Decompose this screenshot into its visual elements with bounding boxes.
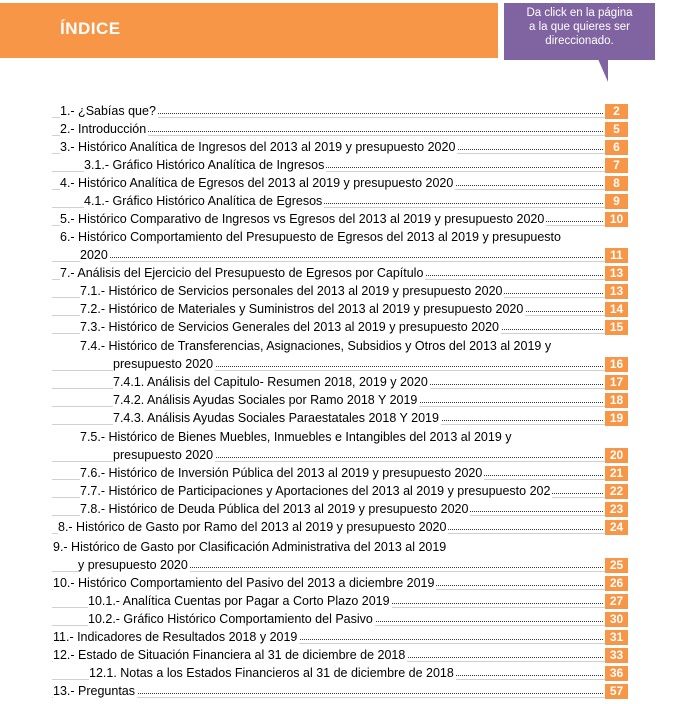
- toc-entry[interactable]: [0, 301, 685, 318]
- page-number-badge[interactable]: 20: [605, 448, 628, 463]
- toc-entry: [0, 229, 685, 246]
- page-number-badge[interactable]: 17: [605, 375, 628, 390]
- page-number-badge[interactable]: 16: [605, 357, 628, 372]
- toc-entry-title: 7.4.2. Análisis Ayudas Sociales por Ramo 2018 Y 2019: [113, 393, 418, 407]
- page-number-badge[interactable]: 25: [605, 558, 628, 573]
- toc-entry[interactable]: [0, 629, 685, 646]
- toc-entry-title: 1.- ¿Sabías que?: [60, 104, 156, 118]
- page-number-badge[interactable]: 26: [605, 576, 628, 591]
- page-number-badge[interactable]: 33: [605, 648, 628, 663]
- toc-entry-title: 5.- Histórico Comparativo de Ingresos vs Egresos del 2013 al 2019 y presupuesto 2020: [60, 212, 545, 226]
- page-number-badge[interactable]: 11: [605, 248, 628, 263]
- toc-entry-title: 7.7.- Histórico de Participaciones y Aportaciones del 2013 al 2019 y presupuesto 202: [80, 484, 551, 498]
- toc-entry[interactable]: [0, 647, 685, 664]
- toc-entry-title: 4.1.- Gráfico Histórico Analítica de Egresos: [84, 194, 323, 208]
- toc-entry[interactable]: [0, 593, 685, 610]
- page-number-badge[interactable]: 57: [605, 684, 628, 699]
- toc-entry[interactable]: [0, 410, 685, 427]
- toc-entry[interactable]: [0, 265, 685, 282]
- toc-entry[interactable]: [0, 683, 685, 700]
- toc-entry-title: 6.- Histórico Comportamiento del Presupuesto de Egresos del 2013 al 2019 y presupuesto: [60, 230, 561, 244]
- page-title: ÍNDICE: [60, 19, 121, 38]
- toc-entry-title: 8.- Histórico de Gasto por Ramo del 2013 al 2019 y presupuesto 2020: [58, 520, 447, 534]
- toc-entry-title: 9.- Histórico de Gasto por Clasificación Administrativa del 2013 al 2019: [53, 540, 447, 554]
- callout-line-2: a la que quieres ser: [528, 21, 630, 33]
- page-number-badge[interactable]: 14: [605, 302, 628, 317]
- toc-entry-title: 7.4.3. Análisis Ayudas Sociales Paraestatales 2018 Y 2019: [113, 411, 439, 425]
- toc-entry[interactable]: [0, 283, 685, 300]
- toc-entry[interactable]: [0, 157, 685, 174]
- page-number-badge[interactable]: 23: [605, 502, 628, 517]
- page-number-badge[interactable]: 5: [605, 122, 628, 137]
- page-number-badge[interactable]: 2: [605, 104, 628, 119]
- toc-entry-title: 7.8.- Histórico de Deuda Pública del 2013 al 2019 y presupuesto 2020: [80, 502, 469, 516]
- page-number-badge[interactable]: 7: [605, 158, 628, 173]
- page-number-badge[interactable]: 10: [605, 212, 628, 227]
- toc-entry[interactable]: [0, 356, 685, 373]
- toc-entry[interactable]: [0, 392, 685, 409]
- toc-entry-title: 2.- Introducción: [60, 122, 147, 136]
- toc-entry-title: 7.- Análisis del Ejercicio del Presupuesto de Egresos por Capítulo: [60, 266, 424, 280]
- page-number-badge[interactable]: 15: [605, 320, 628, 335]
- toc-entry-title: 7.1.- Histórico de Servicios personales del 2013 al 2019 y presupuesto 2020: [80, 284, 503, 298]
- page-number-badge[interactable]: 22: [605, 484, 628, 499]
- toc-entry-title: presupuesto 2020: [113, 448, 214, 462]
- toc-entry[interactable]: [0, 557, 685, 574]
- page-number-badge[interactable]: 30: [605, 612, 628, 627]
- toc-entry-title: 3.- Histórico Analítica de Ingresos del 2013 al 2019 y presupuesto 2020: [60, 140, 456, 154]
- toc-entry[interactable]: [0, 121, 685, 138]
- toc-entry-title: 12.1. Notas a los Estados Financieros al 31 de diciembre de 2018: [89, 666, 454, 680]
- toc-entry[interactable]: [0, 211, 685, 228]
- dot-leader: [80, 257, 603, 258]
- toc-entry-title: 7.2.- Histórico de Materiales y Suministros del 2013 al 2019 y presupuesto 2020: [80, 302, 524, 316]
- toc-entry-title: 7.5.- Histórico de Bienes Muebles, Inmuebles e Intangibles del 2013 al 2019 y: [80, 430, 512, 444]
- callout-line-3: direccionado.: [545, 35, 614, 47]
- toc-entry-title: 13.- Preguntas: [53, 684, 135, 698]
- page-number-badge[interactable]: 27: [605, 594, 628, 609]
- toc-entry-title: 7.4.1. Análisis del Capitulo- Resumen 2018, 2019 y 2020: [113, 375, 428, 389]
- toc-entry-title: 7.6.- Histórico de Inversión Pública del 2013 al 2019 y presupuesto 2020: [80, 466, 483, 480]
- toc-entry[interactable]: [0, 611, 685, 628]
- toc-entry-title: 12.- Estado de Situación Financiera al 31 de diciembre de 2018: [53, 648, 406, 662]
- page-number-badge[interactable]: 8: [605, 176, 628, 191]
- toc-entry: [0, 539, 685, 556]
- page-number-badge[interactable]: 31: [605, 630, 628, 645]
- toc-entry: [0, 338, 685, 355]
- page-number-badge[interactable]: 13: [605, 284, 628, 299]
- page-number-badge[interactable]: 13: [605, 266, 628, 281]
- toc-entry-title: 10.- Histórico Comportamiento del Pasivo del 2013 a diciembre 2019: [53, 576, 435, 590]
- toc-entry-title: 7.3.- Histórico de Servicios Generales del 2013 al 2019 y presupuesto 2020: [80, 320, 500, 334]
- toc-entry[interactable]: [0, 193, 685, 210]
- toc-entry[interactable]: [0, 139, 685, 156]
- toc-entry[interactable]: [0, 575, 685, 592]
- toc-entry-title: 10.1.- Analítica Cuentas por Pagar a Corto Plazo 2019: [88, 594, 390, 608]
- toc-entry[interactable]: [0, 465, 685, 482]
- toc-entry-title: 7.4.- Histórico de Transferencias, Asignaciones, Subsidios y Otros del 2013 al 2019 y: [80, 339, 552, 353]
- page-number-badge[interactable]: 24: [605, 520, 628, 535]
- page-number-badge[interactable]: 9: [605, 194, 628, 209]
- toc-entry[interactable]: [0, 519, 685, 536]
- toc-entry[interactable]: [0, 501, 685, 518]
- toc-entry-title: 3.1.- Gráfico Histórico Analítica de Ingresos: [84, 158, 325, 172]
- toc-entry-title: 4.- Histórico Analítica de Egresos del 2013 al 2019 y presupuesto 2020: [60, 176, 454, 190]
- toc-entry[interactable]: [0, 319, 685, 336]
- toc-entry[interactable]: [0, 447, 685, 464]
- page-number-badge[interactable]: 19: [605, 411, 628, 426]
- toc-entry: [0, 429, 685, 446]
- toc-entry[interactable]: [0, 247, 685, 264]
- toc-entry-title: 11.- Indicadores de Resultados 2018 y 2019: [53, 630, 298, 644]
- page-number-badge[interactable]: 18: [605, 393, 628, 408]
- toc-entry[interactable]: [0, 483, 685, 500]
- page-number-badge[interactable]: 6: [605, 140, 628, 155]
- toc-entry-title: 2020: [80, 248, 108, 262]
- toc-entry[interactable]: [0, 175, 685, 192]
- toc-entry-title: presupuesto 2020: [113, 357, 214, 371]
- callout-line-1: Da click en la página: [526, 7, 633, 19]
- toc-entry-title: y presupuesto 2020: [78, 558, 188, 572]
- toc-entry[interactable]: [0, 665, 685, 682]
- page-number-badge[interactable]: 21: [605, 466, 628, 481]
- toc-entry[interactable]: [0, 374, 685, 391]
- toc-entry[interactable]: [0, 103, 685, 120]
- page-number-badge[interactable]: 36: [605, 666, 628, 681]
- toc-entry-title: 10.2.- Gráfico Histórico Comportamiento del Pasivo: [88, 612, 373, 626]
